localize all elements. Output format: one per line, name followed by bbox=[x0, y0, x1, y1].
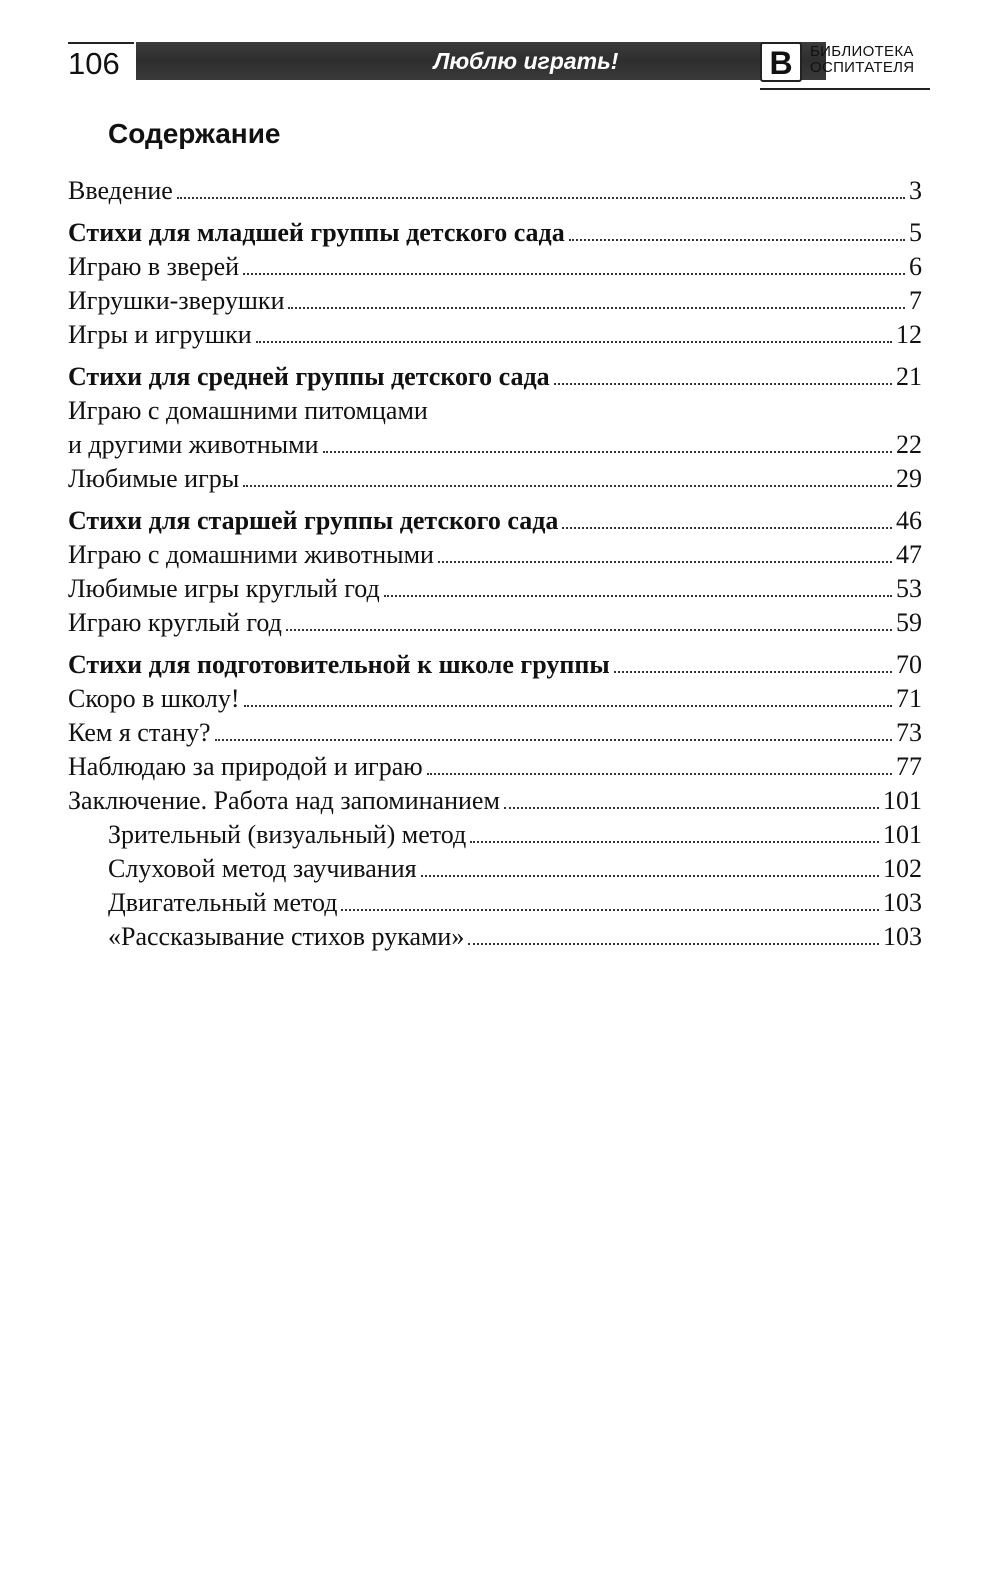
dot-leader bbox=[384, 595, 892, 597]
page-header bbox=[68, 38, 930, 90]
toc-entry-title: Наблюдаю за природой и играю bbox=[68, 752, 423, 781]
running-title-bar bbox=[136, 42, 826, 80]
toc-entry-title: Играю с домашними животными bbox=[68, 540, 434, 569]
dot-leader bbox=[438, 561, 892, 563]
toc-entry-page: 103 bbox=[883, 888, 922, 917]
toc-entry-page: 47 bbox=[896, 540, 922, 569]
toc-entry-page: 5 bbox=[909, 218, 922, 247]
book-title: Люблю играть! bbox=[433, 48, 619, 74]
toc-entry-title: Введение bbox=[68, 176, 173, 205]
dot-leader bbox=[421, 875, 879, 877]
dot-leader bbox=[614, 671, 892, 673]
toc-entry-page: 101 bbox=[883, 820, 922, 849]
dot-leader bbox=[504, 807, 879, 809]
dot-leader bbox=[244, 705, 892, 707]
toc-entry-toy-animals bbox=[68, 284, 922, 318]
toc-entry-soon-to-school bbox=[68, 682, 922, 716]
toc-section-middle-group bbox=[68, 360, 922, 394]
toc-entry-page: 73 bbox=[896, 718, 922, 747]
dot-leader bbox=[323, 451, 893, 453]
toc-entry-page: 59 bbox=[896, 608, 922, 637]
dot-leader bbox=[256, 341, 892, 343]
toc-entry-playing-year-round bbox=[68, 606, 922, 640]
toc-entry-page: 53 bbox=[896, 574, 922, 603]
dot-leader bbox=[468, 943, 879, 945]
toc-entry-title: Любимые игры bbox=[68, 464, 240, 493]
toc-entry-title: Кем я стану? bbox=[68, 718, 211, 747]
toc-entry-title-line-1: Играю с домашними питомцами bbox=[68, 396, 428, 425]
dot-leader bbox=[215, 739, 892, 741]
toc-section-title: Стихи для подготовительной к школе группы bbox=[68, 650, 610, 679]
toc-entry-title: Скоро в школу! bbox=[68, 684, 240, 713]
toc-section-preparatory-group bbox=[68, 648, 922, 682]
toc-entry-title: «Рассказывание стихов руками» bbox=[108, 922, 465, 951]
series-name-line-2: ОСПИТАТЕЛЯ bbox=[810, 59, 915, 76]
toc-entry-page: 71 bbox=[896, 684, 922, 713]
toc-entry-page: 12 bbox=[896, 320, 922, 349]
dot-leader bbox=[470, 841, 879, 843]
toc-section-title: Стихи для младшей группы детского сада bbox=[68, 218, 565, 247]
toc-entry-conclusion bbox=[68, 784, 922, 818]
dot-leader bbox=[562, 527, 892, 529]
toc-entry-title: Игрушки-зверушки bbox=[68, 286, 285, 315]
toc-section-junior-group bbox=[68, 216, 922, 250]
toc-section-title: Стихи для средней группы детского сада bbox=[68, 362, 550, 391]
toc-entry-page: 103 bbox=[883, 922, 922, 951]
toc-entry-page: 3 bbox=[909, 176, 922, 205]
dot-leader bbox=[341, 909, 879, 911]
toc-section-senior-group bbox=[68, 504, 922, 538]
series-logo bbox=[760, 40, 930, 90]
toc-entry-page: 7 bbox=[909, 286, 922, 315]
toc-entry-favorite-games bbox=[68, 462, 922, 496]
toc-entry-title: Любимые игры круглый год bbox=[68, 574, 380, 603]
toc-entry-page: 102 bbox=[883, 854, 922, 883]
series-name-line-1: БИБЛИОТЕКА bbox=[810, 43, 914, 60]
toc-entry-page: 46 bbox=[896, 506, 922, 535]
toc-subentry-auditory-method bbox=[68, 852, 922, 886]
toc-entry-title: Играю круглый год bbox=[68, 608, 282, 637]
dot-leader bbox=[177, 197, 905, 199]
dot-leader bbox=[243, 485, 892, 487]
toc-entry-page: 101 bbox=[883, 786, 922, 815]
toc-entry-introduction bbox=[68, 174, 922, 208]
toc-subentry-visual-method bbox=[68, 818, 922, 852]
toc-entry-page: 6 bbox=[909, 252, 922, 281]
toc-subentry-telling-with-hands bbox=[68, 920, 922, 954]
dot-leader bbox=[554, 383, 892, 385]
toc-subentry-motor-method bbox=[68, 886, 922, 920]
toc-entry-title: Слуховой метод заучивания bbox=[108, 854, 417, 883]
toc-entry-pets-and-animals bbox=[68, 394, 922, 462]
page-number: 106 bbox=[68, 42, 134, 84]
dot-leader bbox=[286, 629, 892, 631]
toc-entry-page: 77 bbox=[896, 752, 922, 781]
toc-entry-games-and-toys bbox=[68, 318, 922, 352]
toc-entry-title: Зрительный (визуальный) метод bbox=[108, 820, 467, 849]
toc-entry-favorite-games-year-round bbox=[68, 572, 922, 606]
toc-entry-page: 29 bbox=[896, 464, 922, 493]
toc-heading: Содержание bbox=[108, 118, 281, 149]
toc-entry-title-line-2: и другими животными bbox=[68, 430, 319, 459]
toc-section-title: Стихи для старшей группы детского сада bbox=[68, 506, 559, 535]
dot-leader bbox=[569, 239, 905, 241]
dot-leader bbox=[243, 273, 905, 275]
toc-entry-domestic-animals bbox=[68, 538, 922, 572]
toc-entry-title: Заключение. Работа над запоминанием bbox=[68, 786, 500, 815]
toc-entry-title: Игры и игрушки bbox=[68, 320, 252, 349]
toc-entry-page: 21 bbox=[896, 362, 922, 391]
toc-entry-page: 70 bbox=[896, 650, 922, 679]
dot-leader bbox=[288, 307, 905, 309]
dot-leader bbox=[427, 773, 892, 775]
toc-entry-playing-animals bbox=[68, 250, 922, 284]
table-of-contents bbox=[68, 174, 922, 954]
toc-entry-title: Играю в зверей bbox=[68, 252, 240, 281]
series-logo-letter: В bbox=[760, 42, 802, 82]
toc-entry-page: 22 bbox=[896, 430, 922, 459]
toc-entry-observing-nature bbox=[68, 750, 922, 784]
toc-entry-title: Двигательный метод bbox=[108, 888, 338, 917]
toc-entry-who-will-i-become bbox=[68, 716, 922, 750]
series-name bbox=[810, 44, 914, 76]
